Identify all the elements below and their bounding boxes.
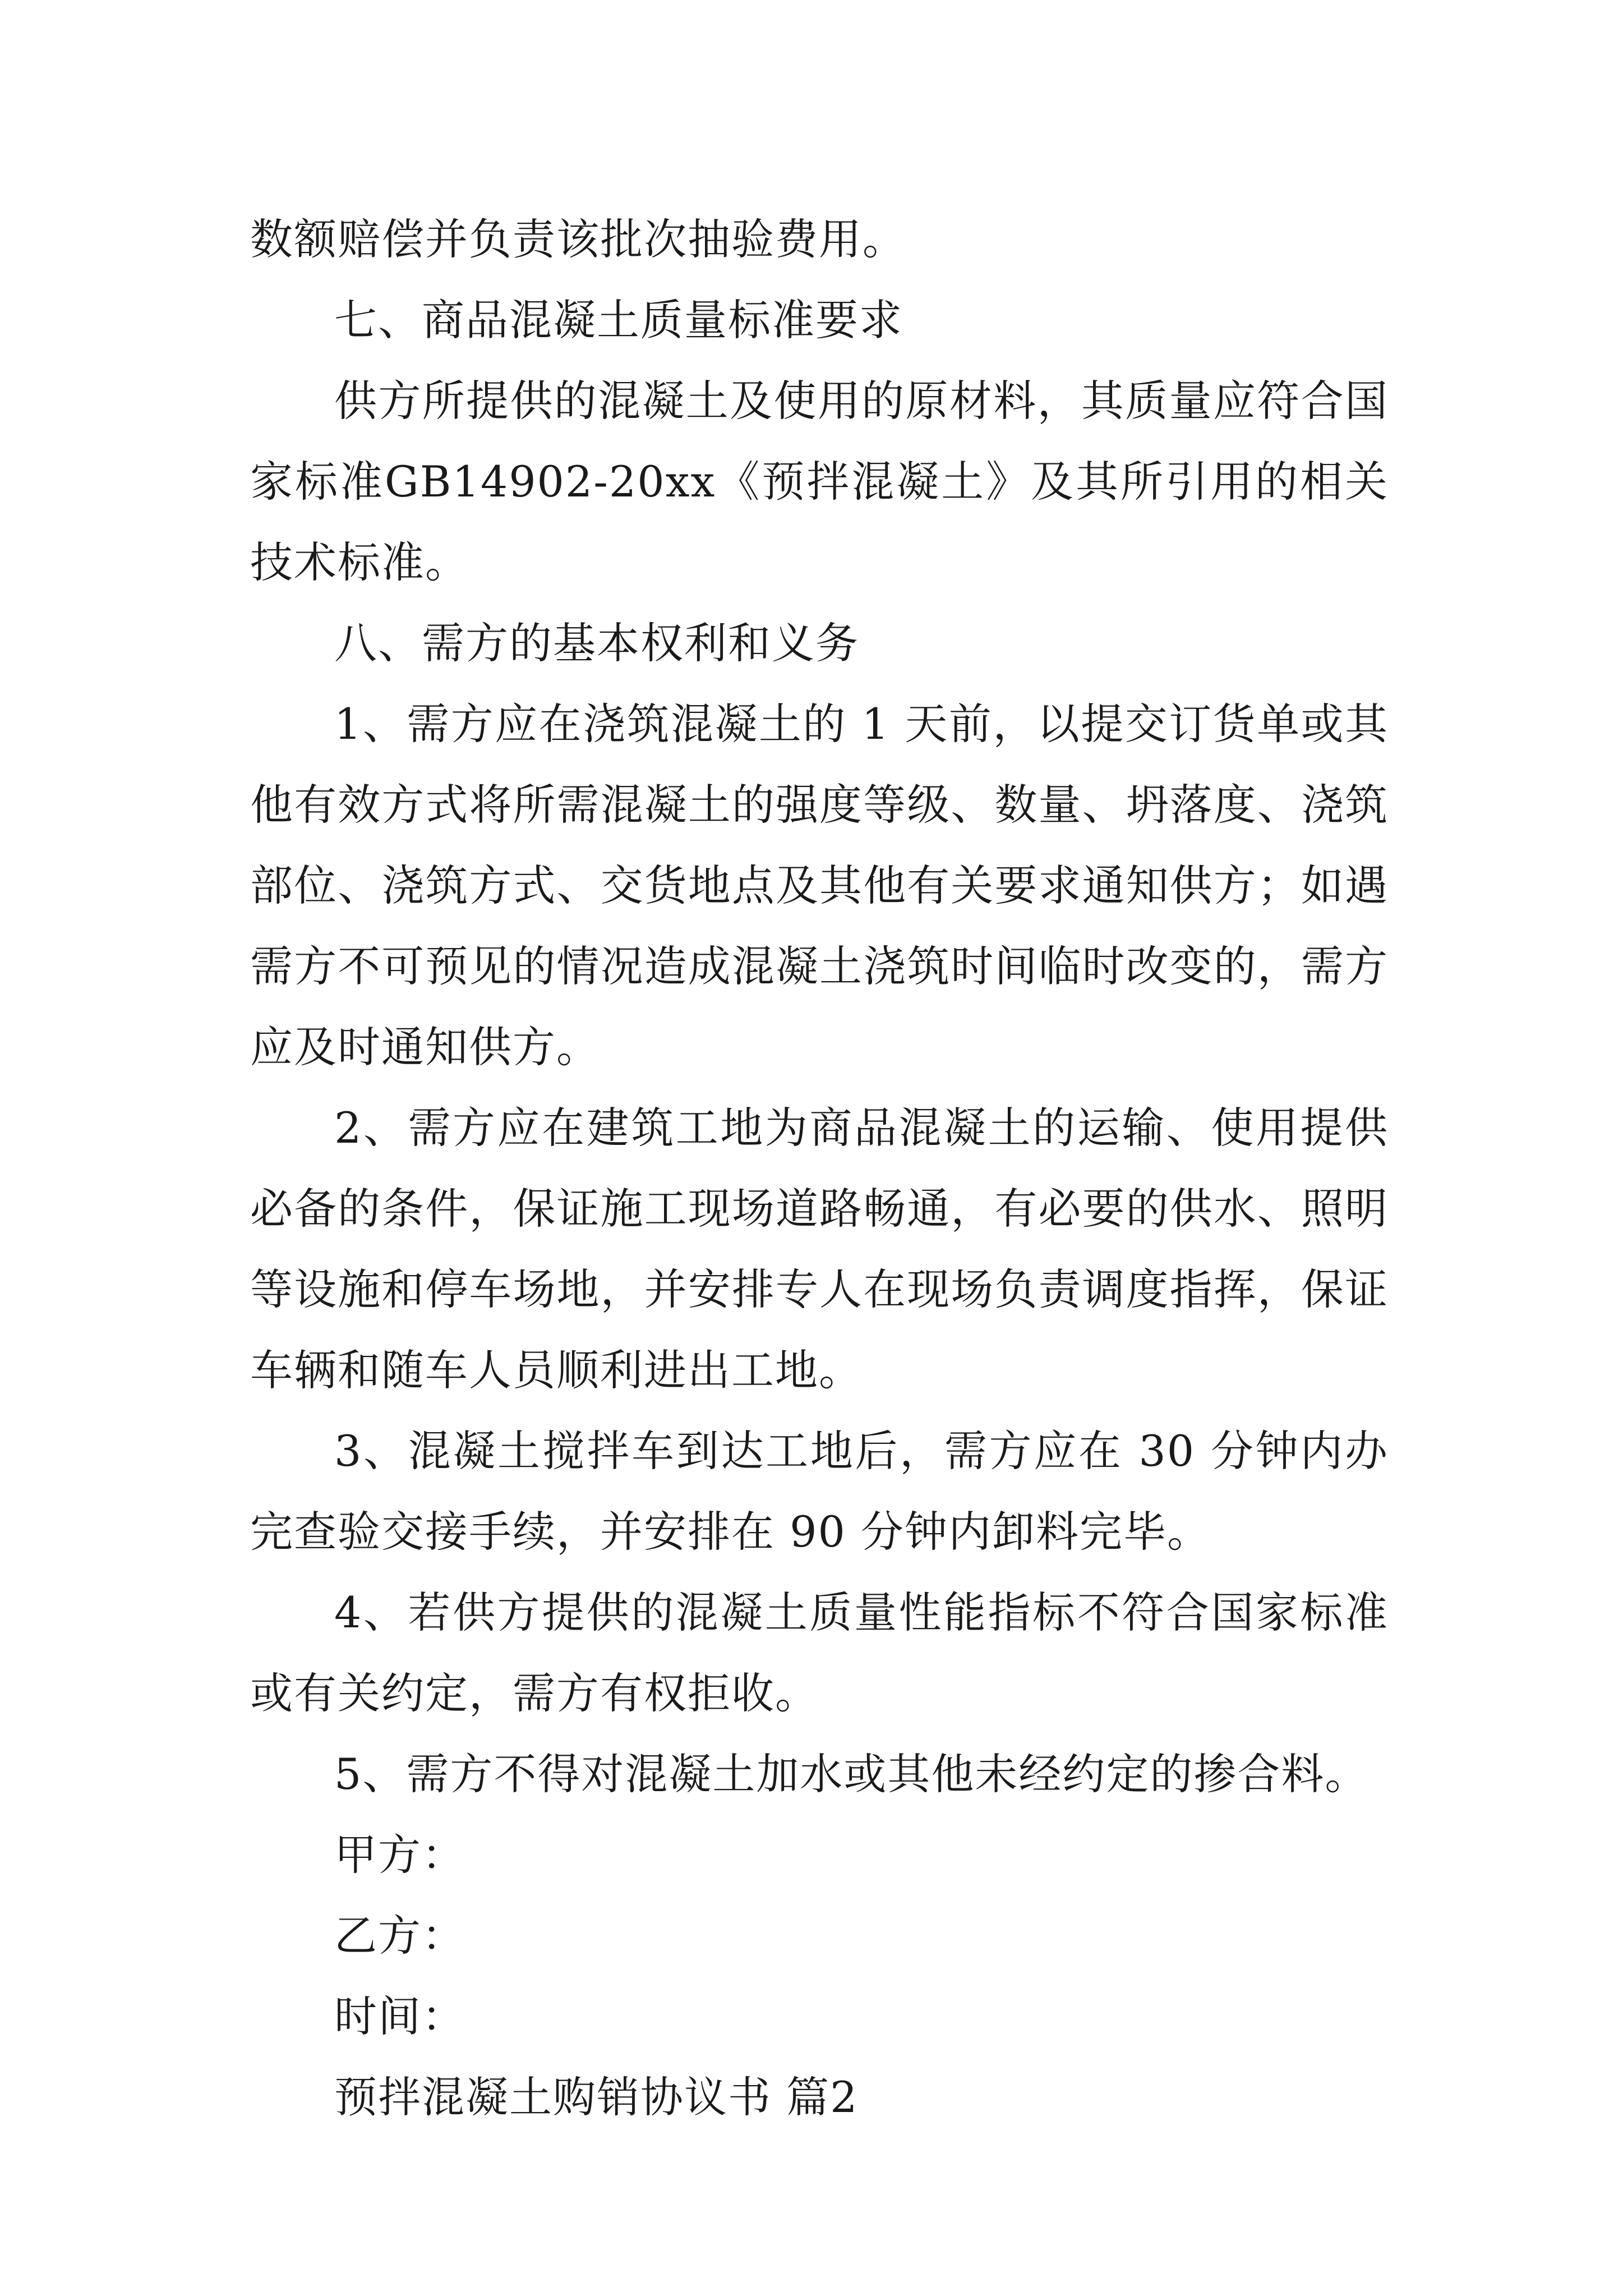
party-b-label: 乙方：	[334, 1911, 465, 1961]
clause-3: 3、混凝土搅拌车到达工地后，需方应在 30 分钟内办完查验交接手续，并安排在 90 分钟内卸料完毕。	[250, 1426, 1389, 1557]
clause-1: 1、需方应在浇筑混凝土的 1 天前，以提交订货单或其他有效方式将所需混凝土的强度等级、数量、坍落度、浇筑部位、浇筑方式、交货地点及其他有关要求通知供方；如遇需方不可预见的情况造成混凝土浇筑时间临时改变的，需方应及时通知供方。	[250, 699, 1389, 1072]
paragraph-continuation: 数额赔偿并负责该批次抽验费用。	[250, 214, 906, 264]
party-a-label: 甲方：	[334, 1830, 465, 1880]
next-section-title: 预拌混凝土购销协议书 篇2	[334, 2072, 859, 2122]
section-heading-7: 七、商品混凝土质量标准要求	[334, 295, 903, 345]
document-body	[250, 199, 1389, 2138]
paragraph-quality-standard: 供方所提供的混凝土及使用的原材料，其质量应符合国家标准GB14902-20xx《预拌混凝土》及其所引用的相关技术标准。	[250, 376, 1389, 587]
clause-4: 4、若供方提供的混凝土质量性能指标不符合国家标准或有关约定，需方有权拒收。	[250, 1588, 1389, 1718]
date-label: 时间：	[334, 1991, 465, 2041]
clause-2: 2、需方应在建筑工地为商品混凝土的运输、使用提供必备的条件，保证施工现场道路畅通，有必要的供水、照明等设施和停车场地，并安排专人在现场负责调度指挥，保证车辆和随车人员顺利进出工地。	[250, 1103, 1389, 1395]
section-heading-8: 八、需方的基本权利和义务	[334, 618, 859, 668]
clause-5: 5、需方不得对混凝土加水或其他未经约定的掺合料。	[334, 1749, 1369, 1799]
